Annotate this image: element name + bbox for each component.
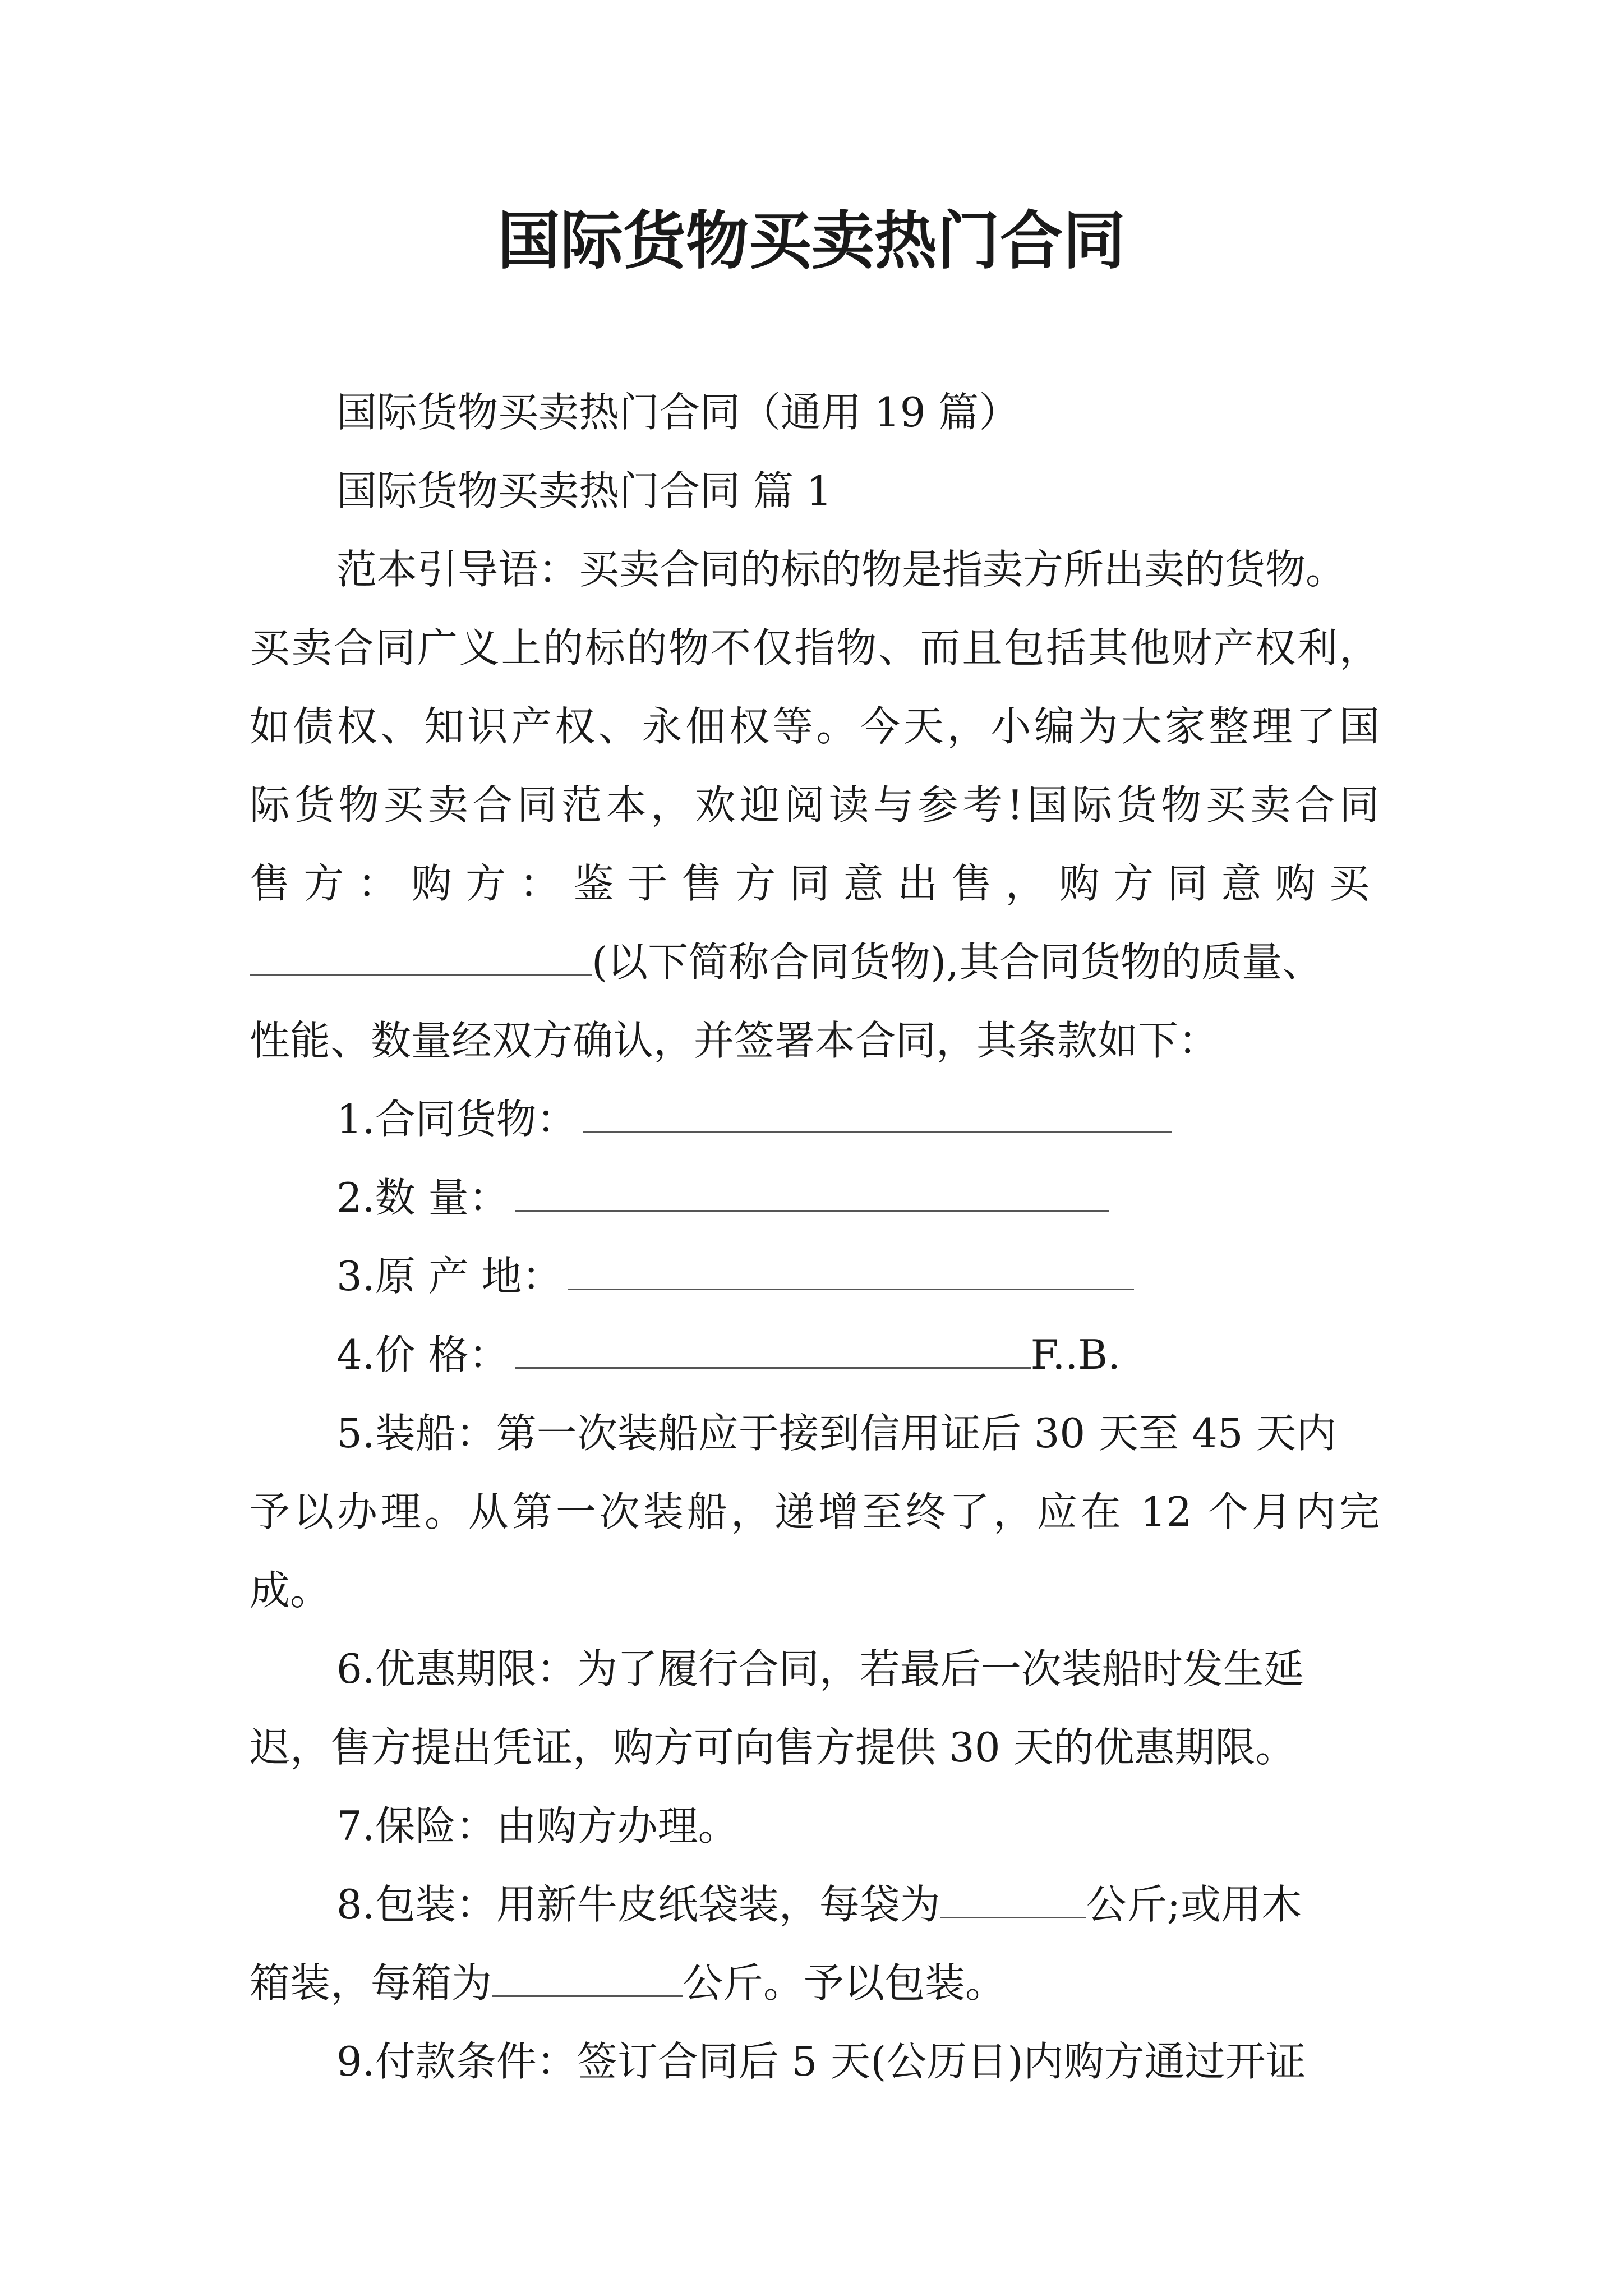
clause-8-text-c: 箱装，每箱为 [250,1959,492,2007]
clause-5-line-2: 予以办理。从第一次装船，递增至终了，应在 12 个月内完 [250,1488,1380,1535]
box-weight-blank [492,1956,683,1997]
clause-5-line-3: 成。 [250,1567,331,1614]
clause-6-line-1: 6.优惠期限：为了履行合同，若最后一次装船时发生延 [336,1645,1304,1692]
clause-4-blank [515,1328,1031,1369]
clause-8-text-b: 公斤;或用木 [1086,1881,1302,1928]
clause-4 [336,1324,1121,1386]
intro-line-4: 际货物买卖合同范本，欢迎阅读与参考!国际货物买卖合同 [250,781,1380,829]
section-heading: 国际货物买卖热门合同 篇 1 [336,467,832,514]
intro-line-2: 买卖合同广义上的标的物不仅指物、而且包括其他财产权利， [250,624,1380,671]
clause-2 [336,1167,1109,1228]
clause-7: 7.保险：由购方办理。 [336,1802,739,1849]
intro-line-7: 性能、数量经双方确认，并签署本合同，其条款如下： [250,1017,1219,1064]
intro-line-6-text: (以下简称合同货物),其合同货物的质量、 [592,938,1323,986]
clause-5-line-1: 5.装船：第一次装船应于接到信用证后 30 天至 45 天内 [336,1410,1337,1457]
clause-9-line-1: 9.付款条件：签订合同后 5 天(公历日)内购方通过开证 [336,2038,1306,2085]
intro-line-6 [250,931,1322,993]
clause-8-line-2 [250,1952,1006,2014]
intro-line-1: 范本引导语：买卖合同的标的物是指卖方所出卖的货物。 [336,546,1347,593]
clause-2-blank [515,1171,1109,1212]
clause-4-label: 4.价 格： [336,1331,509,1378]
bag-weight-blank [940,1878,1086,1918]
clause-1-label: 1.合同货物： [336,1096,577,1143]
clause-8-text-a: 8.包装：用新牛皮纸袋装，每袋为 [336,1881,940,1928]
intro-line-5: 售方：购方：鉴于售方同意出售，购方同意购买 [250,860,1380,907]
clause-1-blank [583,1092,1172,1133]
document-title: 国际货物买卖热门合同 [497,205,1126,278]
clause-4-suffix: F..B. [1030,1331,1121,1378]
clause-3 [336,1245,1134,1307]
document-subtitle: 国际货物买卖热门合同（通用 19 篇） [336,389,1020,436]
intro-line-3: 如债权、知识产权、永佃权等。今天，小编为大家整理了国 [250,703,1380,750]
clause-1 [336,1088,1172,1150]
clause-2-label: 2.数 量： [336,1174,509,1221]
clause-6-line-2: 迟，售方提出凭证，购方可向售方提供 30 天的优惠期限。 [250,1724,1296,1771]
clause-8-text-d: 公斤。予以包装。 [683,1959,1006,2007]
clause-3-blank [568,1249,1134,1290]
clause-3-label: 3.原 产 地： [336,1253,562,1300]
goods-name-blank [250,935,592,976]
clause-8-line-1 [336,1874,1302,1935]
